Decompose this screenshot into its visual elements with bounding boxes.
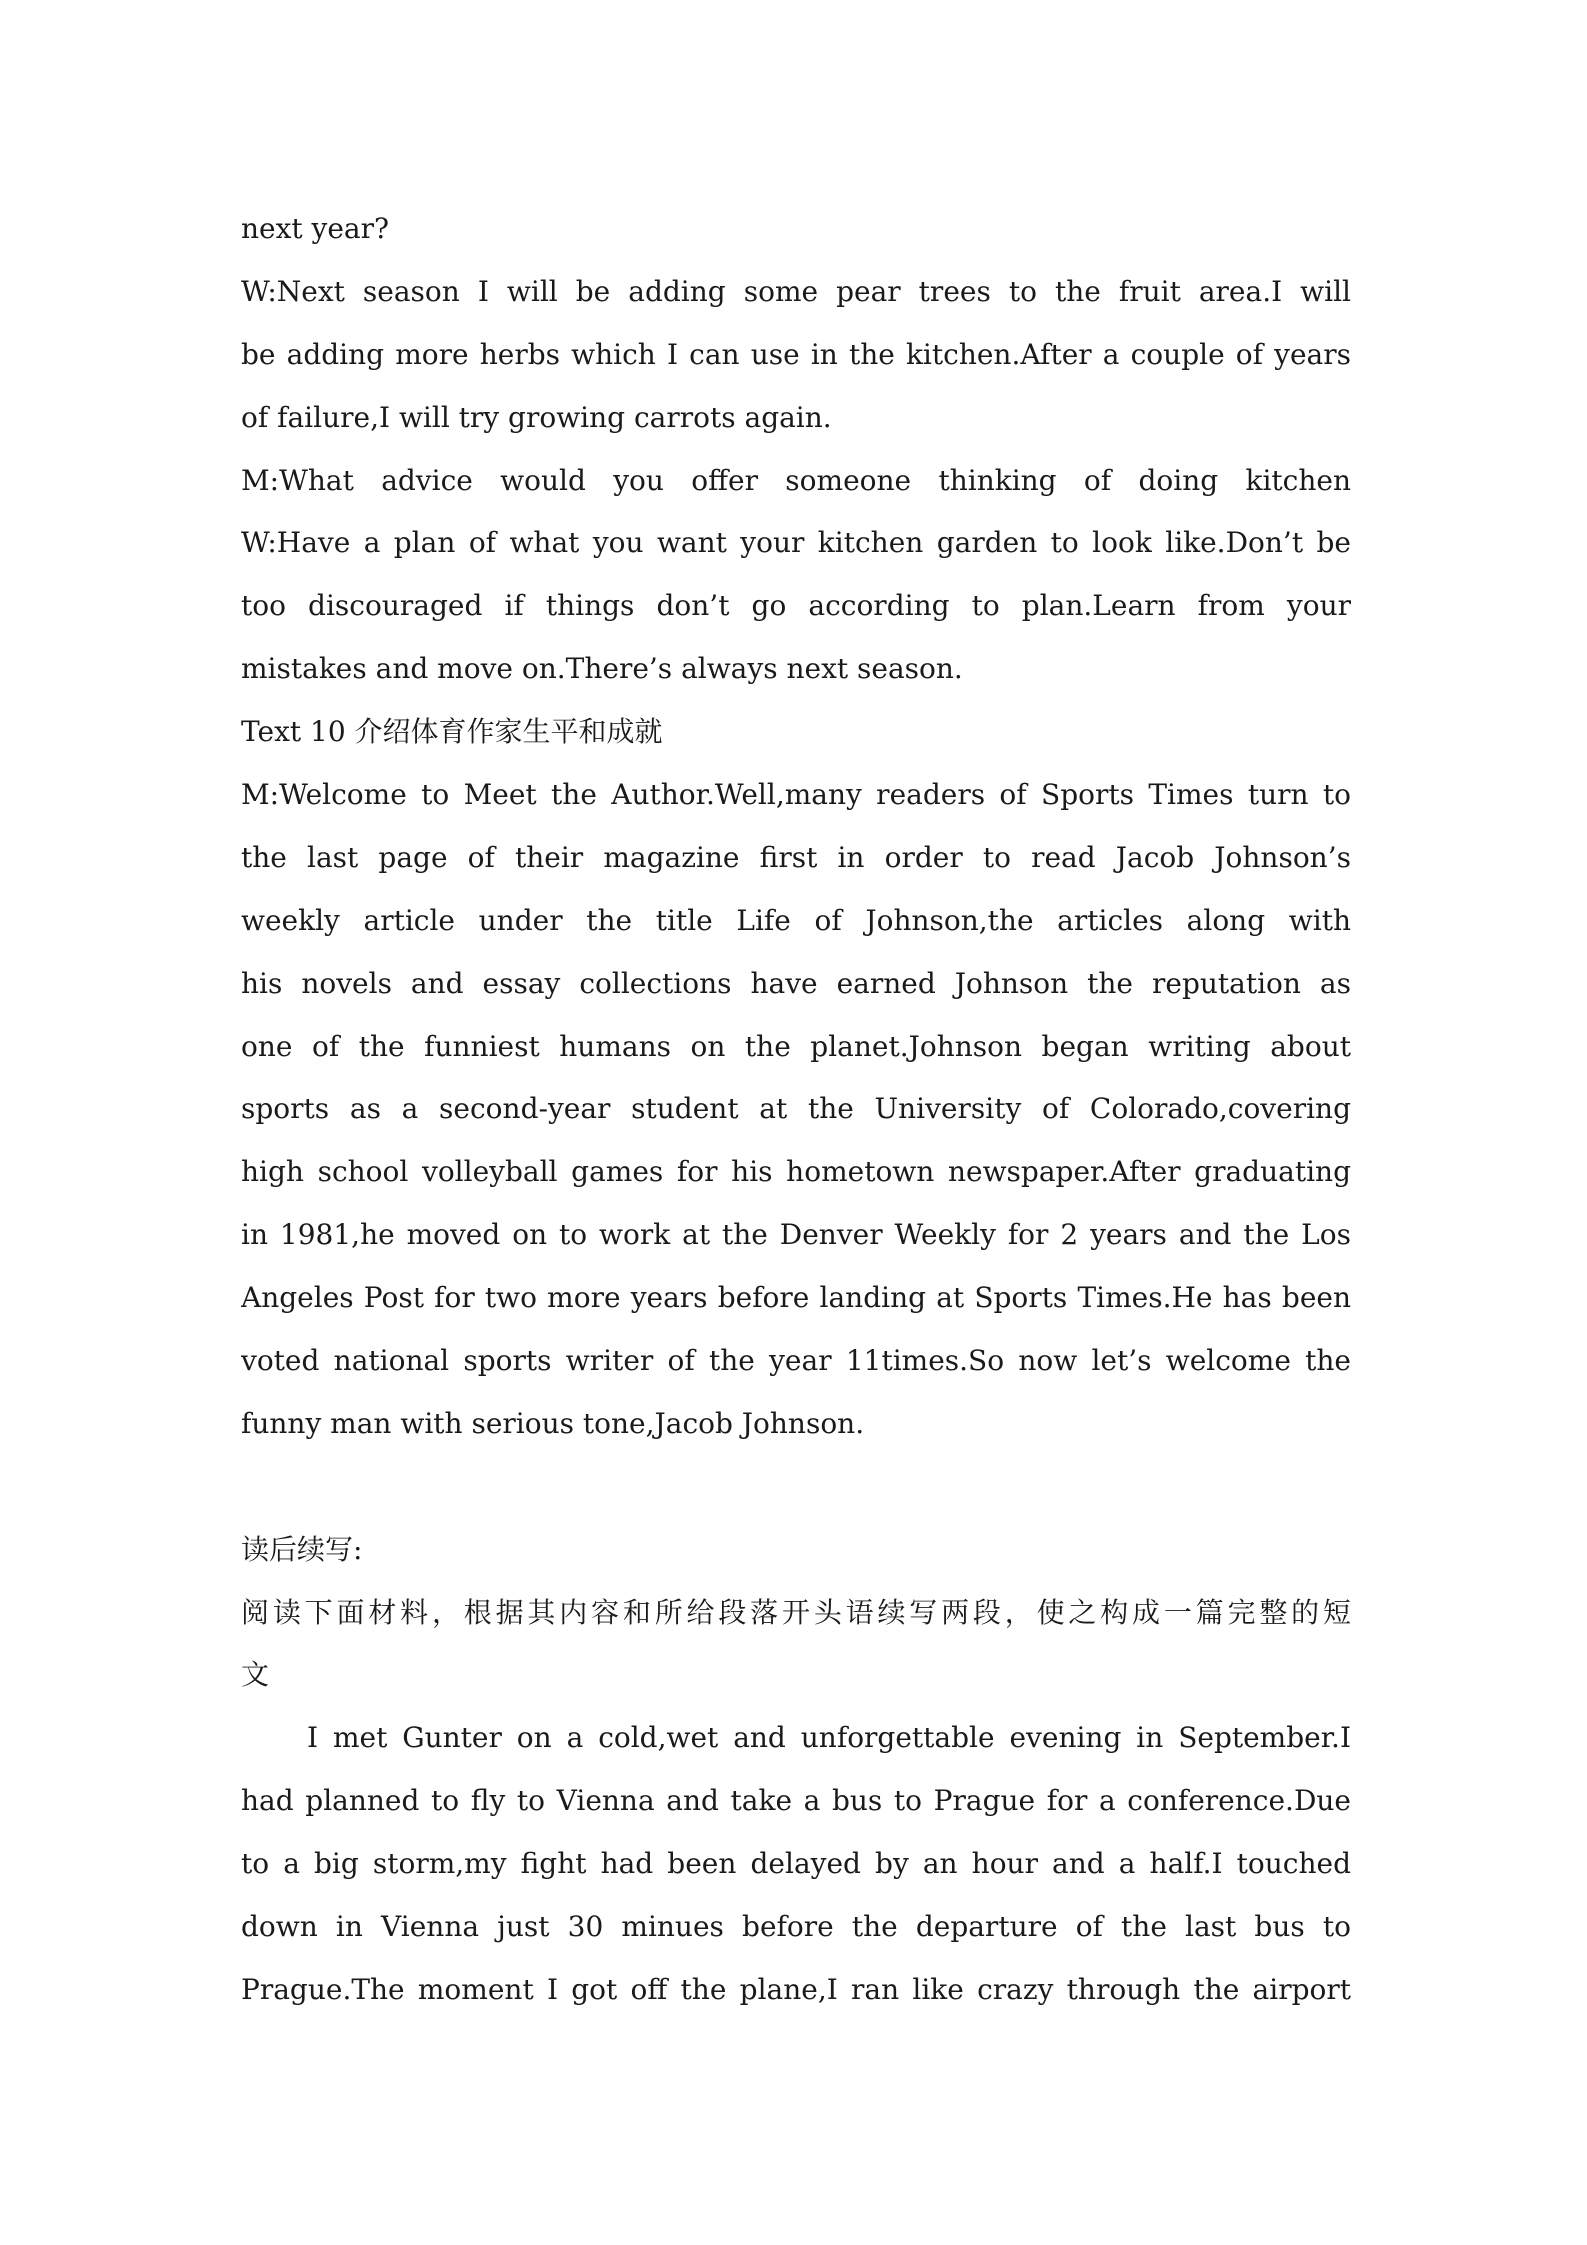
text-line: I met Gunter on a cold,wet and unforgettable evening in September.I [307, 1721, 1351, 1755]
story-section [241, 1707, 1351, 2021]
text-line: Prague.The moment I got off the plane,I ran like crazy through the airport [241, 1972, 1351, 2006]
text-line: 阅读下面材料，根据其内容和所给段落开头语续写两段，使之构成一篇完整的短 [241, 1595, 1351, 1629]
text-line: funny man with serious tone,Jacob Johnson. [241, 1406, 865, 1440]
text-line: voted national sports writer of the year 11times.So now let’s welcome the [241, 1344, 1351, 1378]
text-line: the last page of their magazine first in order to read Jacob Johnson’s [241, 840, 1351, 874]
text-line: in 1981,he moved on to work at the Denver Weekly for 2 years and the Los [241, 1218, 1351, 1252]
text-line: down in Vienna just 30 minues before the departure of the last bus to [241, 1910, 1351, 1944]
text-line: 文 [241, 1658, 270, 1692]
text-line: W:Have a plan of what you want your kitchen garden to look like.Don’t be [241, 526, 1351, 560]
text-line: sports as a second-year student at the University of Colorado,covering [241, 1092, 1351, 1126]
blank-line [241, 1456, 1351, 1519]
text-line: high school volleyball games for his hometown newspaper.After graduating [241, 1155, 1351, 1189]
text-line: be adding more herbs which I can use in the kitchen.After a couple of years [241, 337, 1351, 371]
text-line: too discouraged if things don’t go according to plan.Learn from your [241, 589, 1351, 623]
text-line: W:Next season I will be adding some pear trees to the fruit area.I will [241, 274, 1351, 308]
text-line: one of the funniest humans on the planet.Johnson began writing about [241, 1029, 1351, 1063]
text-line: had planned to fly to Vienna and take a bus to Prague for a conference.Due [241, 1784, 1351, 1818]
text10-heading: Text 10 介绍体育作家生平和成就 [241, 715, 663, 749]
text-line: weekly article under the title Life of Johnson,the articles along with [241, 903, 1351, 937]
text10-section [241, 764, 1351, 1456]
text-line: of failure,I will try growing carrots again. [241, 400, 832, 434]
text-line: to a big storm,my fight had been delayed by an hour and a half.I touched [241, 1847, 1351, 1881]
instruction-section [241, 1582, 1351, 1708]
dialogue-section [241, 198, 1351, 701]
text-line: M:Welcome to Meet the Author.Well,many readers of Sports Times turn to [241, 778, 1351, 812]
text-line: M:What advice would you offer someone thinking of doing kitchen [241, 463, 1351, 497]
document-body [241, 198, 1351, 2022]
continuation-heading: 读后续写: [241, 1532, 363, 1566]
text-line: Angeles Post for two more years before landing at Sports Times.He has been [241, 1281, 1351, 1315]
text-line: mistakes and move on.There’s always next season. [241, 652, 963, 686]
text-line: his novels and essay collections have earned Johnson the reputation as [241, 966, 1351, 1000]
text-line: next year? [241, 212, 390, 245]
